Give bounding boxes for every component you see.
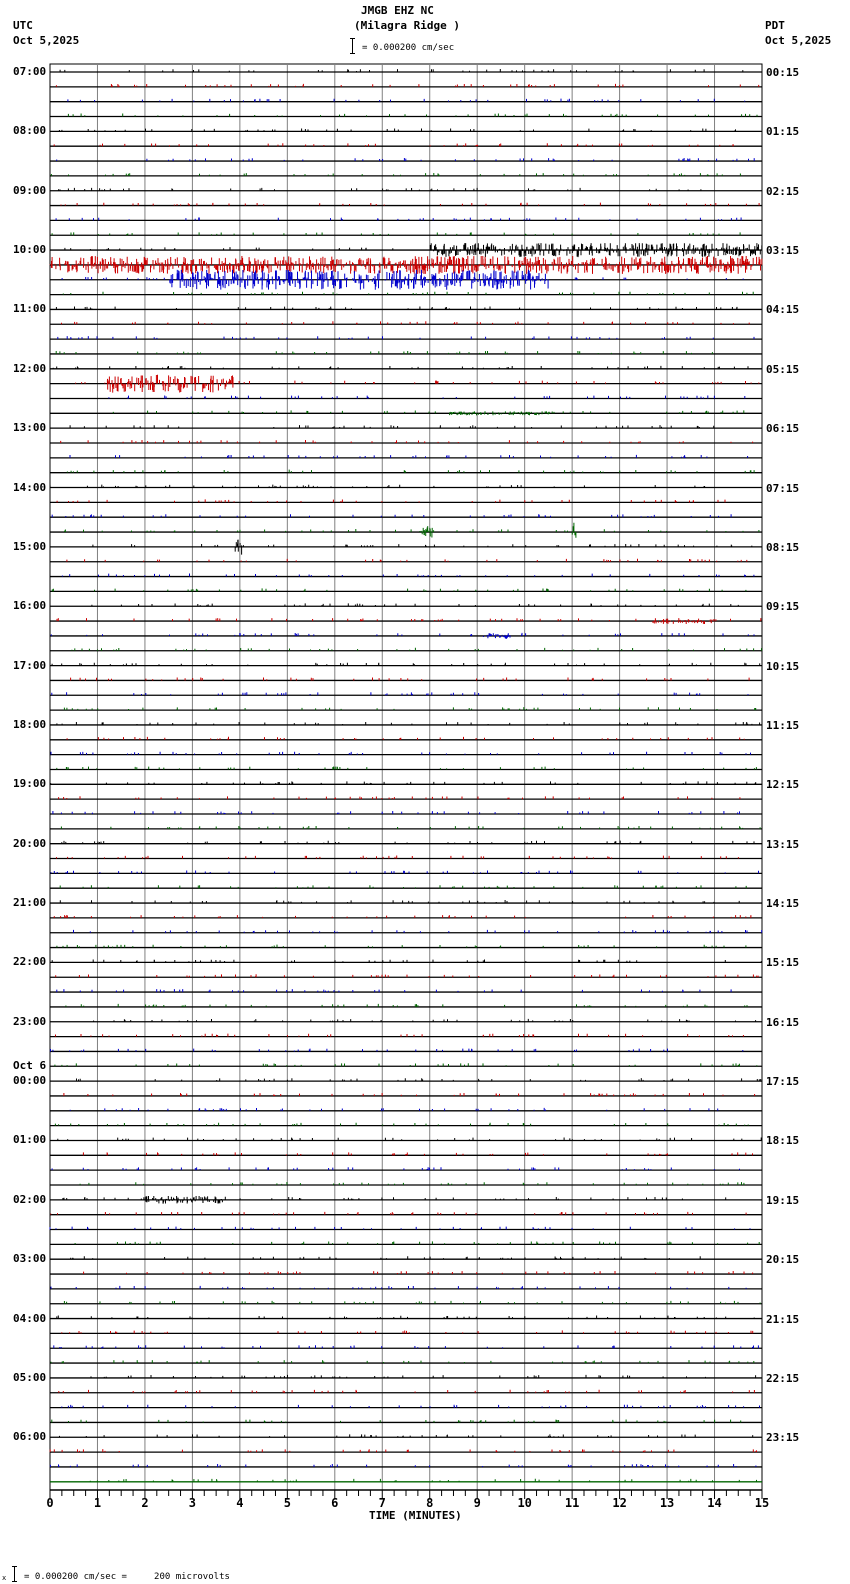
- utc-time-label: 15:00: [13, 539, 47, 553]
- x-tick-label: 11: [564, 1496, 580, 1510]
- utc-time-label: 08:00: [13, 124, 47, 138]
- utc-time-label: 16:00: [13, 599, 47, 613]
- pdt-time-label: 03:15: [766, 244, 800, 258]
- x-tick-label: 6: [331, 1496, 339, 1510]
- x-tick-label: 10: [517, 1496, 532, 1510]
- x-tick-label: 8: [426, 1496, 434, 1510]
- pdt-time-label: 21:15: [766, 1312, 800, 1326]
- pdt-time-label: 19:15: [766, 1193, 800, 1207]
- scale-text: = 0.000200 cm/sec: [362, 43, 455, 53]
- utc-time-label: 20:00: [13, 836, 47, 850]
- utc-time-label: 22:00: [13, 955, 47, 969]
- utc-time-label: 12:00: [13, 361, 47, 375]
- utc-time-label: 06:00: [13, 1430, 47, 1444]
- footer-scale-bar-icon: [12, 1566, 17, 1582]
- pdt-time-label: 02:15: [766, 184, 800, 198]
- utc-time-label: 04:00: [13, 1311, 47, 1325]
- pdt-time-label: 22:15: [766, 1371, 800, 1385]
- utc-time-label: 09:00: [13, 183, 47, 197]
- station-title: JMGB EHZ NC: [361, 4, 434, 17]
- footer-scale-text: = 0.000200 cm/sec = 200 microvolts: [24, 1572, 230, 1582]
- x-tick-label: 0: [46, 1496, 54, 1510]
- utc-time-label: 00:00: [13, 1074, 47, 1088]
- x-tick-label: 5: [283, 1496, 291, 1510]
- x-tick-label: 2: [141, 1496, 149, 1510]
- utc-time-label: 23:00: [13, 1014, 47, 1028]
- pdt-time-label: 09:15: [766, 600, 800, 614]
- pdt-time-label: 10:15: [766, 659, 800, 673]
- pdt-time-label: 11:15: [766, 718, 800, 732]
- right-date: Oct 5,2025: [765, 34, 832, 47]
- x-tick-label: 12: [612, 1496, 627, 1510]
- pdt-time-label: 15:15: [766, 956, 800, 970]
- pdt-time-label: 06:15: [766, 422, 800, 436]
- utc-time-label: 07:00: [13, 65, 47, 78]
- pdt-time-label: 00:15: [766, 66, 800, 79]
- x-tick-label: 4: [236, 1496, 244, 1510]
- left-date: Oct 5,2025: [13, 34, 80, 47]
- pdt-time-label: 13:15: [766, 837, 800, 851]
- utc-time-label: 19:00: [13, 777, 47, 791]
- utc-time-label: 05:00: [13, 1370, 47, 1384]
- pdt-time-label: 20:15: [766, 1253, 800, 1267]
- station-location: (Milagra Ridge ): [354, 19, 460, 32]
- utc-time-label: 21:00: [13, 896, 47, 910]
- right-timezone: PDT: [765, 19, 785, 32]
- utc-time-label: 18:00: [13, 717, 47, 731]
- pdt-time-label: 08:15: [766, 540, 800, 554]
- pdt-time-label: 14:15: [766, 897, 800, 911]
- utc-time-label: 03:00: [13, 1252, 47, 1266]
- x-tick-label: 13: [659, 1496, 675, 1510]
- utc-time-label: 14:00: [13, 480, 47, 494]
- x-tick-label: 9: [473, 1496, 481, 1510]
- utc-time-label: 13:00: [13, 421, 47, 435]
- x-tick-label: 14: [707, 1496, 722, 1510]
- pdt-time-label: 01:15: [766, 125, 800, 139]
- pdt-time-label: 16:15: [766, 1015, 800, 1029]
- utc-time-label: 11:00: [13, 302, 47, 316]
- utc-time-label: 17:00: [13, 658, 47, 672]
- utc-time-label: 10:00: [13, 243, 47, 257]
- pdt-time-label: 18:15: [766, 1134, 800, 1148]
- pdt-time-label: 07:15: [766, 481, 800, 495]
- pdt-time-label: 17:15: [766, 1075, 800, 1089]
- left-timezone: UTC: [13, 19, 33, 32]
- x-tick-label: 15: [754, 1496, 770, 1510]
- utc-time-label: 01:00: [13, 1133, 47, 1147]
- utc-time-label: Oct 6: [13, 1059, 47, 1073]
- pdt-time-label: 23:15: [766, 1431, 800, 1445]
- x-tick-label: 3: [188, 1496, 197, 1510]
- pdt-time-label: 05:15: [766, 362, 800, 376]
- x-axis-label: TIME (MINUTES): [369, 1509, 462, 1522]
- x-tick-label: 7: [378, 1496, 386, 1510]
- footer-prefix: x: [2, 1574, 7, 1582]
- pdt-time-label: 04:15: [766, 303, 800, 317]
- utc-time-label: 02:00: [13, 1192, 47, 1206]
- pdt-time-label: 12:15: [766, 778, 800, 792]
- x-tick-label: 1: [93, 1496, 102, 1510]
